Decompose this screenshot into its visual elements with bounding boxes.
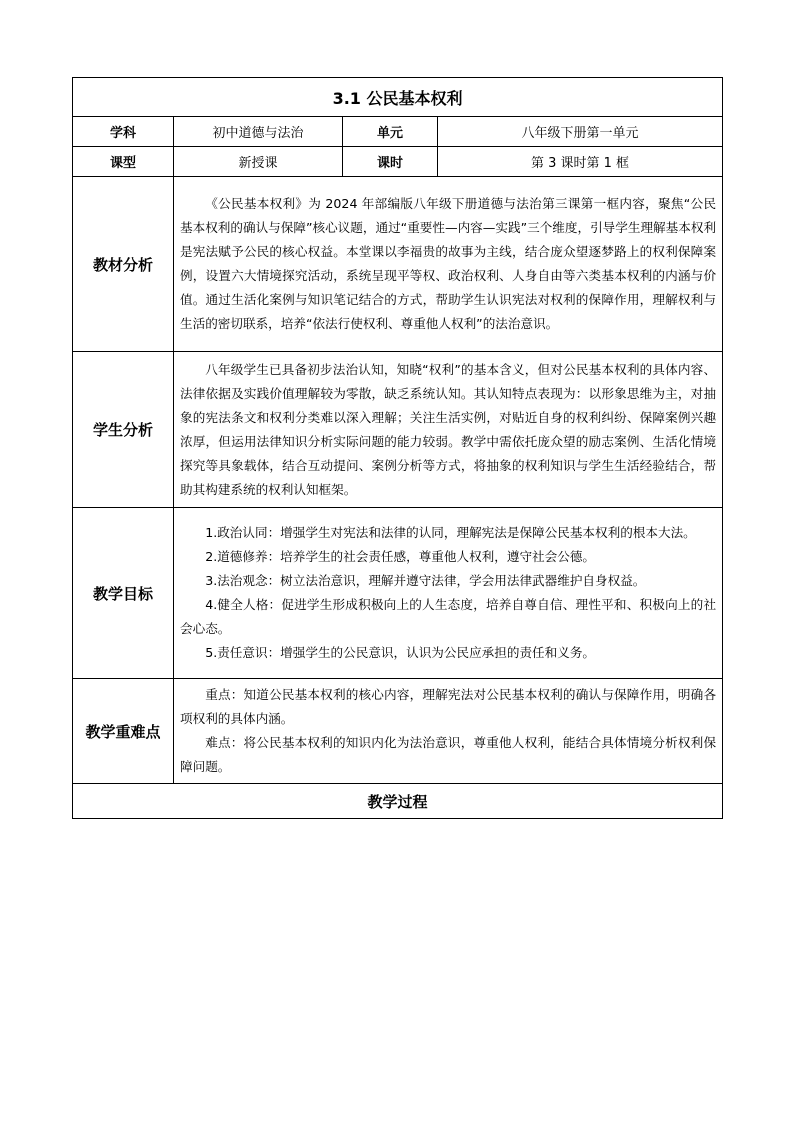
section-student <box>73 352 723 508</box>
goal-item: 3.法治观念：树立法治意识，理解并遵守法律，学会用法律武器维护自身权益。 <box>205 573 646 588</box>
material-paragraph: 《公民基本权利》为 2024 年部编版八年级下册道德与法治第三课第一框内容，聚焦“公民基本权利的确认与保障”核心议题，通过“重要性—内容—实践”三个维度，引导学生理解基本权利是宪法赋予公民的核心权益。本堂课以李福贵的故事为主线，结合庞众望逐梦路上的权利保障案例，设置六大情境探究活动，系统呈现平等权、政治权利、人身自由等六类基本权利的内涵与价值。通过生活化案例与知识笔记结合的方式，帮助学生认识宪法对权利的保障作用，理解权利与生活的密切联系，培养“依法行使权利、尊重他人权利”的法治意识。 <box>180 196 717 331</box>
type-label: 课型 <box>73 147 174 177</box>
lesson-plan-table <box>72 77 723 819</box>
material-content <box>174 177 723 352</box>
goal-item: 5.责任意识：增强学生的公民意识，认识为公民应承担的责任和义务。 <box>205 645 596 660</box>
section-keypoints <box>73 679 723 784</box>
student-paragraph: 八年级学生已具备初步法治认知，知晓“权利”的基本含义，但对公民基本权利的具体内容、法律依据及实践价值理解较为零散，缺乏系统认知。其认知特点表现为：以形象思维为主，对抽象的宪法条文和权利分类难以深入理解；关注生活实例，对贴近自身的权利纠纷、保障案例兴趣浓厚，但运用法律知识分析实际问题的能力较弱。教学中需依托庞众望的励志案例、生活化情境探究等具象载体，结合互动提问、案例分析等方式，将抽象的权利知识与学生生活经验结合，帮助其构建系统的权利认知框架。 <box>180 361 717 497</box>
goal-item: 2.道德修养：培养学生的社会责任感，尊重他人权利，遵守社会公德。 <box>205 549 596 564</box>
page-title: 3.1 公民基本权利 <box>73 78 723 117</box>
goal-item: 4.健全人格：促进学生形成积极向上的人生态度，培养自尊自信、理性平和、积极向上的社会心态。 <box>180 597 717 636</box>
goals-label: 教学目标 <box>73 508 174 679</box>
material-label: 教材分析 <box>73 177 174 352</box>
info-row-type <box>73 147 723 177</box>
student-label: 学生分析 <box>73 352 174 508</box>
goal-item: 1.政治认同：增强学生对宪法和法律的认同，理解宪法是保障公民基本权利的根本大法。 <box>205 525 696 540</box>
keypoints-label: 教学重难点 <box>73 679 174 784</box>
student-content <box>174 352 723 508</box>
unit-label: 单元 <box>343 117 438 147</box>
unit-value: 八年级下册第一单元 <box>438 117 723 147</box>
period-value: 第 3 课时第 1 框 <box>438 147 723 177</box>
keypoints-content <box>174 679 723 784</box>
keypoint-focus: 重点：知道公民基本权利的核心内容，理解宪法对公民基本权利的确认与保障作用，明确各项权利的具体内涵。 <box>180 687 717 726</box>
type-value: 新授课 <box>174 147 343 177</box>
teaching-process-heading: 教学过程 <box>73 784 723 819</box>
period-label: 课时 <box>343 147 438 177</box>
subject-value: 初中道德与法治 <box>174 117 343 147</box>
info-row-subject <box>73 117 723 147</box>
keypoint-difficulty: 难点：将公民基本权利的知识内化为法治意识，尊重他人权利，能结合具体情境分析权利保障问题。 <box>180 735 717 774</box>
section-material <box>73 177 723 352</box>
section-goals <box>73 508 723 679</box>
goals-content <box>174 508 723 679</box>
subject-label: 学科 <box>73 117 174 147</box>
